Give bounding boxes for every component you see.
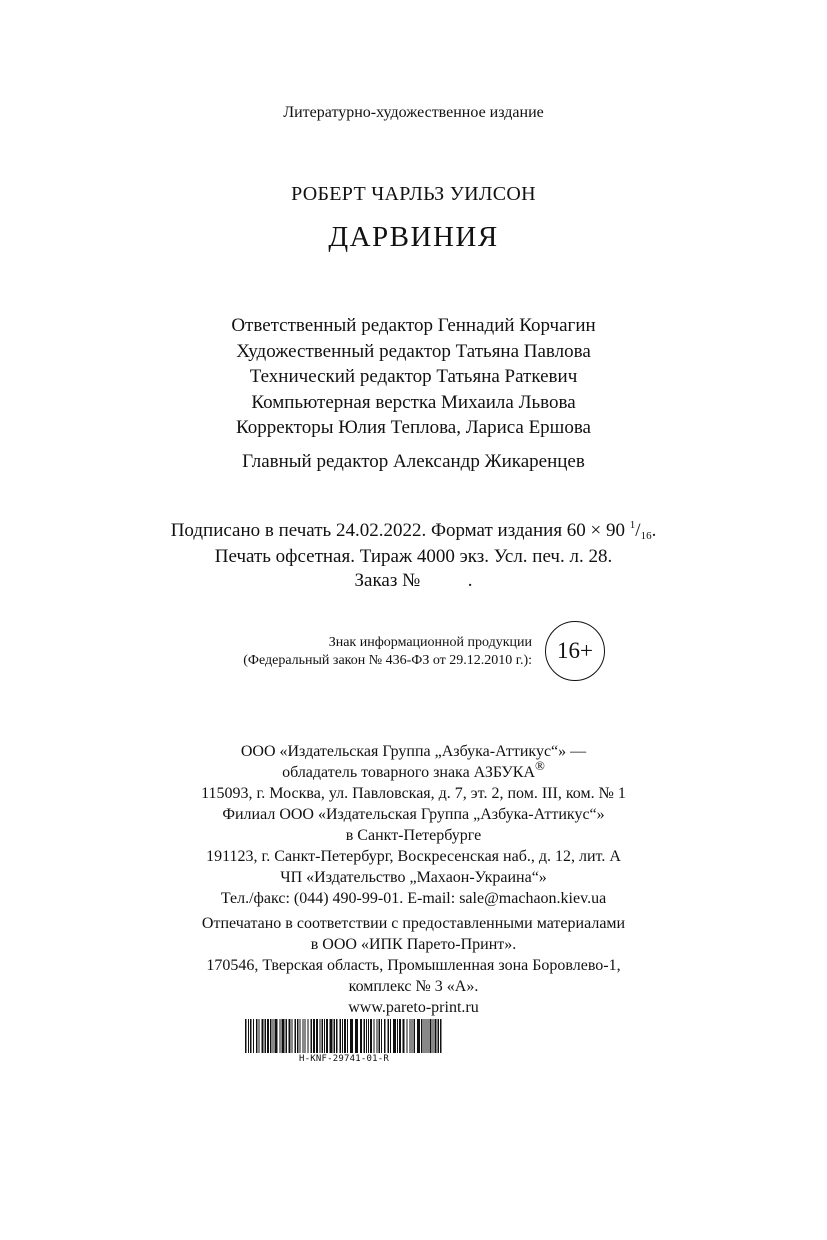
barcode-bar: [248, 1019, 249, 1053]
publisher-line: обладатель товарного знака АЗБУКА: [282, 764, 536, 781]
barcode-bar: [399, 1019, 401, 1053]
book-title: ДАРВИНИЯ: [328, 221, 499, 253]
barcode-bar: [311, 1019, 313, 1053]
barcode-bar: [297, 1019, 299, 1053]
barcode-bar: [316, 1019, 318, 1053]
info-sign-text: [180, 634, 532, 670]
barcode-bar: [308, 1019, 309, 1053]
barcode-bar: [433, 1019, 434, 1053]
barcode-bar: [300, 1019, 301, 1053]
contacts-line: Тел./факс: (044) 490-99-01. E-mail: sale@machaon.kiev.ua: [220, 890, 607, 907]
format-numerator: 1: [629, 519, 636, 531]
staff-line: Компьютерная верстка Михаила Львова: [251, 391, 576, 413]
printer-address: комплекс № 3 «А».: [348, 978, 479, 995]
barcode-bar: [360, 1019, 362, 1053]
barcode-bar: [289, 1019, 291, 1053]
barcode-bar: [313, 1019, 315, 1053]
age-rating-badge: 16+: [545, 621, 605, 681]
print-line-2: Печать офсетная. Тираж 4000 экз. Усл. печ. л. 28.: [214, 546, 613, 567]
print-line-1: Подписано в печать 24.02.2022. Формат издания 60 × 90: [170, 520, 630, 541]
barcode-bar: [245, 1019, 247, 1053]
barcode-bar: [410, 1019, 411, 1053]
barcode-bar: [421, 1019, 423, 1053]
barcode-bar: [438, 1019, 440, 1053]
printer-website: www.pareto-print.ru: [348, 999, 479, 1016]
barcode-bar: [428, 1019, 429, 1053]
print-info: [0, 519, 827, 593]
barcode-bar: [366, 1019, 367, 1053]
print-line-1-end: .: [651, 520, 657, 541]
barcode-bar: [435, 1019, 437, 1053]
info-sign-line-1: Знак информационной продукции: [328, 635, 532, 650]
barcode-bar: [282, 1019, 285, 1053]
barcode-bar: [336, 1019, 338, 1053]
barcode-bar: [326, 1019, 328, 1053]
barcode-bar: [295, 1019, 297, 1053]
staff-list: [0, 313, 827, 441]
printer-address: 170546, Тверская область, Промышленная зона Боровлево-1,: [206, 957, 621, 974]
barcode-bar: [412, 1019, 413, 1053]
branch-address: 191123, г. Санкт-Петербург, Воскресенская наб., д. 12, лит. А: [206, 848, 621, 865]
barcode-bar: [262, 1019, 264, 1053]
barcode-bar: [388, 1019, 390, 1053]
barcode-bar: [303, 1019, 304, 1053]
barcode-bar: [364, 1019, 366, 1053]
barcode-bar: [374, 1019, 375, 1053]
barcode-bar: [377, 1019, 378, 1053]
staff-line: Корректоры Юлия Теплова, Лариса Ершова: [236, 417, 591, 438]
barcode-bar: [340, 1019, 342, 1053]
printer-line: Отпечатано в соответствии с предоставленными материалами: [201, 915, 626, 932]
barcode-bar: [347, 1019, 348, 1053]
barcode-bar: [390, 1019, 391, 1053]
barcode-bar: [330, 1019, 333, 1053]
publisher-address: 115093, г. Москва, ул. Павловская, д. 7, эт. 2, пом. III, ком. № 1: [201, 785, 626, 802]
barcode-text: H-KNF-29741-01-R: [299, 1054, 389, 1064]
barcode-bar: [417, 1019, 420, 1053]
barcode-bar: [322, 1019, 324, 1053]
barcode-bar: [320, 1019, 321, 1053]
printer-line: в ООО «ИПК Парето-Принт».: [310, 936, 517, 953]
barcode-bar: [324, 1019, 325, 1053]
format-slash: /: [635, 520, 641, 541]
staff-line: Ответственный редактор Геннадий Корчагин: [231, 315, 596, 336]
barcode-bar: [273, 1019, 274, 1053]
author-name: РОБЕРТ ЧАРЛЬЗ УИЛСОН: [291, 183, 536, 205]
info-sign-line-2: (Федеральный закон № 436-ФЗ от 29.12.2010 г.):: [243, 653, 532, 668]
barcode-bar: [286, 1019, 288, 1053]
chief-editor: Главный редактор Александр Жикаренцев: [242, 451, 585, 472]
barcode-bar: [403, 1019, 405, 1053]
barcode-bar: [292, 1019, 293, 1053]
publisher-line: ООО «Издательская Группа „Азбука-Аттикус“» —: [240, 743, 587, 760]
barcode-bar: [344, 1019, 346, 1053]
barcode-bar: [397, 1019, 398, 1053]
barcode-bar: [280, 1019, 281, 1053]
barcode-bar: [368, 1019, 369, 1053]
barcode-bar: [384, 1019, 386, 1053]
barcode-bar: [253, 1019, 254, 1053]
genre-line: Литературно-художественное издание: [283, 104, 544, 121]
branch-line: Филиал ООО «Издательская Группа „Азбука-Аттикус“»: [222, 806, 605, 823]
barcode-bar: [379, 1019, 381, 1053]
barcode-bar: [342, 1019, 343, 1053]
barcode-bar: [370, 1019, 372, 1053]
barcode-bar: [270, 1019, 272, 1053]
barcode-bar: [430, 1019, 432, 1053]
barcode-bar: [259, 1019, 260, 1053]
barcode-bar: [350, 1019, 353, 1053]
ukraine-publisher: ЧП «Издательство „Махаон-Украина“»: [280, 869, 547, 886]
barcode-bar: [381, 1019, 382, 1053]
barcode-bar: [407, 1019, 408, 1053]
barcode-bar: [440, 1019, 442, 1053]
branch-line: в Санкт-Петербурге: [345, 827, 482, 844]
staff-line: Технический редактор Татьяна Раткевич: [249, 366, 578, 387]
barcode-bar: [393, 1019, 396, 1053]
imprint-block: [0, 741, 827, 1018]
barcode-bar: [426, 1019, 427, 1053]
barcode-bar: [250, 1019, 252, 1053]
barcode-bar: [275, 1019, 278, 1053]
barcode-bar: [424, 1019, 425, 1053]
staff-line: Художественный редактор Татьяна Павлова: [236, 340, 591, 362]
barcode-bar: [256, 1019, 258, 1053]
registered-trademark-icon: ®: [535, 758, 545, 773]
barcode-bar: [334, 1019, 336, 1053]
barcode-bar: [355, 1019, 358, 1053]
barcode-bar: [267, 1019, 269, 1053]
barcode-bar: [414, 1019, 416, 1053]
format-denominator: 16: [640, 530, 652, 542]
barcode-icon: [244, 1019, 444, 1053]
order-number-line: Заказ № .: [354, 570, 473, 591]
barcode-bar: [265, 1019, 267, 1053]
barcode-bar: [305, 1019, 306, 1053]
